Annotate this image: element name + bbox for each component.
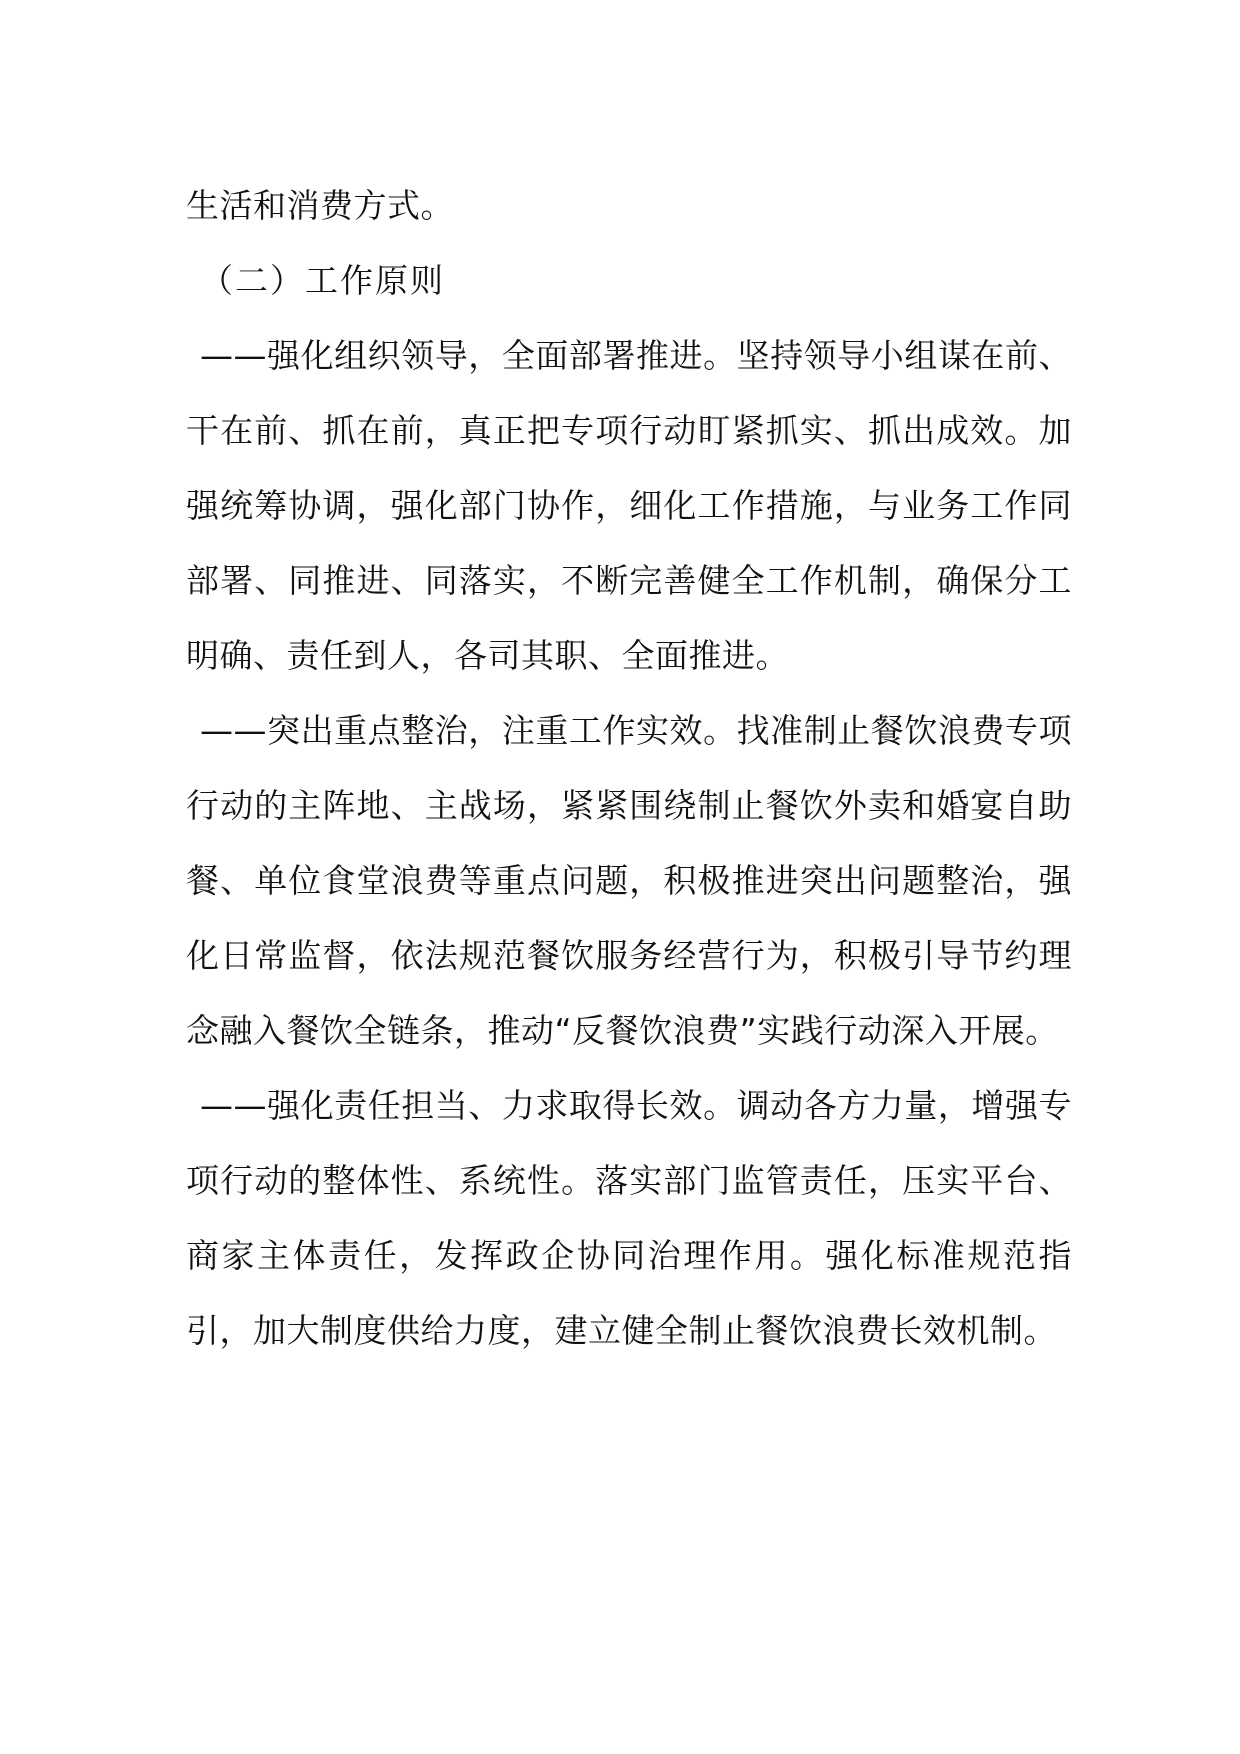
document-body [186, 168, 1072, 1368]
paragraph-responsibility-long-term: ——强化责任担当、力求取得长效。调动各方力量，增强专项行动的整体性、系统性。落实部门监管责任，压实平台、商家主体责任，发挥政企协同治理作用。强化标准规范指引，加大制度供给力度，建立健全制止餐饮浪费长效机制。 [186, 1086, 1072, 1350]
paragraph-key-rectification: ——突出重点整治，注重工作实效。找准制止餐饮浪费专项行动的主阵地、主战场，紧紧围绕制止餐饮外卖和婚宴自助餐、单位食堂浪费等重点问题，积极推进突出问题整治，强化日常监督，依法规范餐饮服务经营行为，积极引导节约理念融入餐饮全链条，推动“反餐饮浪费”实践行动深入开展。 [186, 711, 1072, 1050]
section-heading: （二）工作原则 [200, 261, 445, 300]
paragraph-continuation: 生活和消费方式。 [186, 186, 454, 225]
paragraph-organization-leadership: ——强化组织领导，全面部署推进。坚持领导小组谋在前、干在前、抓在前，真正把专项行动盯紧抓实、抓出成效。加强统筹协调，强化部门协作，细化工作措施，与业务工作同部署、同推进、同落实，不断完善健全工作机制，确保分工明确、责任到人，各司其职、全面推进。 [186, 336, 1072, 675]
